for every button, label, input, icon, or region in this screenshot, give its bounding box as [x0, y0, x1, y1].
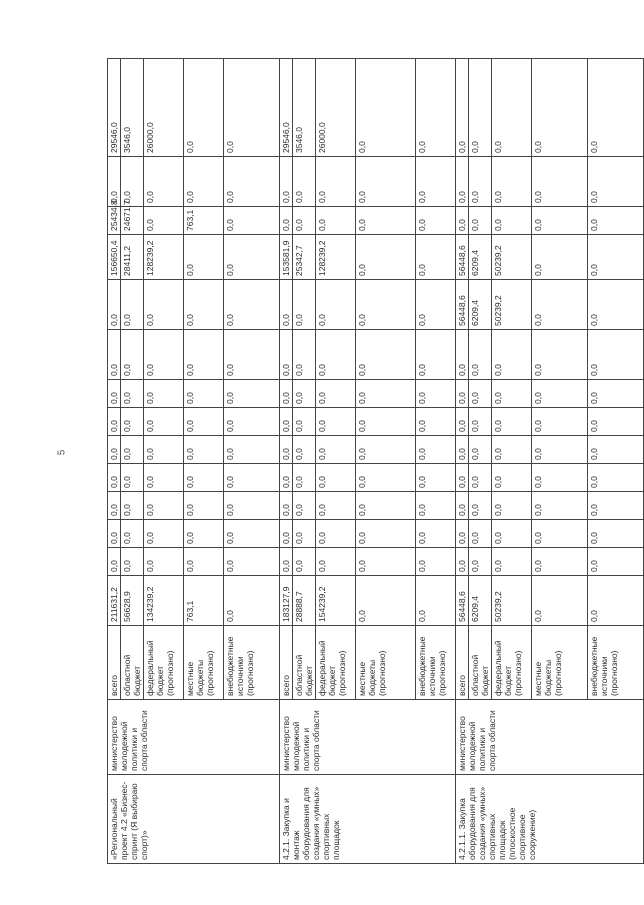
- value-cell: 0,0: [532, 436, 588, 464]
- value-cell: 28411,2: [121, 235, 144, 280]
- value-cell: 0,0: [184, 492, 224, 520]
- funding-source-cell: федеральный бюджет (прогнозно): [316, 626, 356, 700]
- value-cell: 0,0: [316, 492, 356, 520]
- event-name-cell: 4.2.1.1. Закупка оборудования для создания «умных» спортивных площадок (плоскостное спортивное сооружение): [456, 775, 644, 864]
- value-cell: 3546,0: [293, 59, 316, 157]
- funding-source-cell: всего: [280, 626, 293, 700]
- funding-source-cell: внебюджетные источники (прогнозно): [416, 626, 456, 700]
- value-cell: 0,0: [356, 436, 416, 464]
- value-cell: 28888,7: [293, 576, 316, 626]
- value-cell: 0,0: [588, 576, 644, 626]
- value-cell: 0,0: [108, 464, 121, 492]
- value-cell: 0,0: [588, 330, 644, 380]
- value-cell: 0,0: [588, 157, 644, 207]
- executor-cell: министерство молодежной политики и спорта области: [456, 700, 644, 775]
- value-cell: 0,0: [532, 408, 588, 436]
- value-cell: 0,0: [532, 548, 588, 576]
- value-cell: 763,1: [184, 576, 224, 626]
- value-cell: 0,0: [416, 235, 456, 280]
- value-cell: 0,0: [121, 548, 144, 576]
- value-cell: 0,0: [144, 464, 184, 492]
- value-cell: 0,0: [224, 492, 280, 520]
- value-cell: 0,0: [144, 157, 184, 207]
- value-cell: 0,0: [293, 520, 316, 548]
- value-cell: 0,0: [356, 59, 416, 157]
- value-cell: 0,0: [356, 280, 416, 330]
- value-cell: 0,0: [280, 548, 293, 576]
- value-cell: 6209,4: [469, 576, 492, 626]
- value-cell: 0,0: [492, 436, 532, 464]
- value-cell: 0,0: [588, 59, 644, 157]
- value-cell: 0,0: [356, 235, 416, 280]
- value-cell: 0,0: [456, 59, 469, 157]
- value-cell: 183127,9: [280, 576, 293, 626]
- value-cell: 0,0: [456, 157, 469, 207]
- value-cell: 0,0: [293, 436, 316, 464]
- value-cell: 0,0: [416, 548, 456, 576]
- value-cell: 0,0: [184, 330, 224, 380]
- value-cell: 0,0: [144, 436, 184, 464]
- value-cell: 0,0: [224, 436, 280, 464]
- value-cell: 0,0: [469, 408, 492, 436]
- value-cell: 0,0: [280, 330, 293, 380]
- value-cell: 6209,4: [469, 280, 492, 330]
- value-cell: 0,0: [108, 380, 121, 408]
- value-cell: 0,0: [280, 492, 293, 520]
- value-cell: 25342,7: [293, 235, 316, 280]
- value-cell: 0,0: [492, 330, 532, 380]
- value-cell: 0,0: [316, 280, 356, 330]
- executor-cell: министерство молодежной политики и спорта области: [280, 700, 456, 775]
- value-cell: 0,0: [532, 59, 588, 157]
- rotated-table-area: [107, 58, 619, 864]
- page-number: 5: [56, 449, 68, 456]
- value-cell: 0,0: [492, 380, 532, 408]
- value-cell: 0,0: [293, 408, 316, 436]
- value-cell: 0,0: [121, 436, 144, 464]
- value-cell: 0,0: [316, 464, 356, 492]
- value-cell: 0,0: [184, 408, 224, 436]
- value-cell: 0,0: [588, 408, 644, 436]
- value-cell: 0,0: [469, 330, 492, 380]
- value-cell: 0,0: [121, 330, 144, 380]
- value-cell: 0,0: [108, 520, 121, 548]
- value-cell: 0,0: [416, 157, 456, 207]
- value-cell: 0,0: [316, 207, 356, 235]
- value-cell: 0,0: [456, 408, 469, 436]
- value-cell: 0,0: [144, 330, 184, 380]
- value-cell: 0,0: [144, 280, 184, 330]
- value-cell: 0,0: [144, 380, 184, 408]
- value-cell: 0,0: [224, 59, 280, 157]
- value-cell: 0,0: [121, 380, 144, 408]
- value-cell: 0,0: [184, 436, 224, 464]
- value-cell: 56448,6: [456, 280, 469, 330]
- value-cell: 0,0: [356, 330, 416, 380]
- value-cell: 0,0: [316, 408, 356, 436]
- funding-source-cell: всего: [456, 626, 469, 700]
- value-cell: 0,0: [224, 330, 280, 380]
- value-cell: 0,0: [416, 408, 456, 436]
- value-cell: 0,0: [184, 464, 224, 492]
- value-cell: 0,0: [356, 408, 416, 436]
- value-cell: 0,0: [588, 235, 644, 280]
- value-cell: 0,0: [416, 436, 456, 464]
- value-cell: 0,0: [280, 520, 293, 548]
- value-cell: 0,0: [532, 380, 588, 408]
- value-cell: 0,0: [416, 520, 456, 548]
- value-cell: 0,0: [532, 157, 588, 207]
- event-name-cell: «Региональный проект 4.2 «Бизнес-спринт (Я выбираю спорт)»: [108, 775, 280, 864]
- funding-source-cell: областной бюджет: [469, 626, 492, 700]
- value-cell: 56448,6: [456, 235, 469, 280]
- funding-source-cell: федеральный бюджет (прогнозно): [144, 626, 184, 700]
- value-cell: 56448,6: [456, 576, 469, 626]
- value-cell: 0,0: [492, 59, 532, 157]
- value-cell: 0,0: [224, 548, 280, 576]
- value-cell: 0,0: [108, 548, 121, 576]
- value-cell: 0,0: [224, 464, 280, 492]
- value-cell: 0,0: [588, 548, 644, 576]
- value-cell: 0,0: [588, 520, 644, 548]
- value-cell: 0,0: [121, 520, 144, 548]
- value-cell: 0,0: [416, 464, 456, 492]
- value-cell: 0,0: [469, 380, 492, 408]
- value-cell: 0,0: [356, 380, 416, 408]
- value-cell: 0,0: [316, 330, 356, 380]
- value-cell: 0,0: [492, 492, 532, 520]
- value-cell: 0,0: [224, 235, 280, 280]
- value-cell: 0,0: [469, 548, 492, 576]
- value-cell: 0,0: [293, 157, 316, 207]
- value-cell: 0,0: [356, 520, 416, 548]
- value-cell: 6209,4: [469, 235, 492, 280]
- value-cell: 0,0: [416, 330, 456, 380]
- value-cell: 0,0: [184, 157, 224, 207]
- budget-table: [107, 58, 644, 864]
- value-cell: 0,0: [456, 380, 469, 408]
- value-cell: 156650,4: [108, 235, 121, 280]
- value-cell: 0,0: [224, 520, 280, 548]
- value-cell: 0,0: [316, 520, 356, 548]
- value-cell: 0,0: [144, 520, 184, 548]
- value-cell: 3546,0: [121, 59, 144, 157]
- value-cell: 0,0: [588, 464, 644, 492]
- value-cell: 0,0: [356, 157, 416, 207]
- funding-source-cell: областной бюджет: [121, 626, 144, 700]
- value-cell: 0,0: [144, 548, 184, 576]
- value-cell: 29546,0: [108, 59, 121, 157]
- funding-source-cell: всего: [108, 626, 121, 700]
- value-cell: 50239,2: [492, 235, 532, 280]
- value-cell: 0,0: [108, 436, 121, 464]
- value-cell: 50239,2: [492, 576, 532, 626]
- table-rotator: [107, 58, 619, 864]
- value-cell: 0,0: [108, 492, 121, 520]
- value-cell: 0,0: [456, 492, 469, 520]
- value-cell: 0,0: [121, 157, 144, 207]
- value-cell: 0,0: [280, 157, 293, 207]
- value-cell: 0,0: [532, 235, 588, 280]
- value-cell: 0,0: [293, 330, 316, 380]
- value-cell: 0,0: [293, 280, 316, 330]
- funding-source-cell: местные бюджеты (прогнозно): [356, 626, 416, 700]
- funding-source-cell: федеральный бюджет (прогнозно): [492, 626, 532, 700]
- value-cell: 0,0: [456, 464, 469, 492]
- value-cell: 0,0: [280, 280, 293, 330]
- value-cell: 128239,2: [316, 235, 356, 280]
- value-cell: 0,0: [280, 464, 293, 492]
- value-cell: 0,0: [469, 207, 492, 235]
- value-cell: 0,0: [469, 492, 492, 520]
- value-cell: 0,0: [416, 207, 456, 235]
- value-cell: 0,0: [121, 408, 144, 436]
- value-cell: 0,0: [588, 436, 644, 464]
- value-cell: 29546,0: [280, 59, 293, 157]
- value-cell: 0,0: [416, 280, 456, 330]
- value-cell: 0,0: [108, 157, 121, 207]
- value-cell: 0,0: [532, 330, 588, 380]
- value-cell: 0,0: [184, 235, 224, 280]
- value-cell: 0,0: [108, 330, 121, 380]
- value-cell: 0,0: [293, 207, 316, 235]
- value-cell: 0,0: [293, 464, 316, 492]
- value-cell: 0,0: [121, 280, 144, 330]
- funding-source-cell: внебюджетные источники (прогнозно): [588, 626, 644, 700]
- value-cell: 0,0: [469, 464, 492, 492]
- value-cell: 0,0: [532, 280, 588, 330]
- value-cell: 0,0: [588, 380, 644, 408]
- value-cell: 0,0: [293, 548, 316, 576]
- value-cell: 0,0: [224, 280, 280, 330]
- executor-cell: министерство молодежной политики и спорта области: [108, 700, 280, 775]
- value-cell: 0,0: [356, 548, 416, 576]
- budget-table-body: [108, 59, 644, 864]
- value-cell: 0,0: [184, 280, 224, 330]
- value-cell: 0,0: [316, 380, 356, 408]
- value-cell: 0,0: [469, 520, 492, 548]
- value-cell: 0,0: [280, 436, 293, 464]
- value-cell: 26000,0: [316, 59, 356, 157]
- value-cell: 153581,9: [280, 235, 293, 280]
- value-cell: 0,0: [456, 436, 469, 464]
- value-cell: 0,0: [184, 548, 224, 576]
- value-cell: 0,0: [456, 548, 469, 576]
- value-cell: 0,0: [492, 464, 532, 492]
- value-cell: 0,0: [356, 492, 416, 520]
- value-cell: 0,0: [184, 59, 224, 157]
- value-cell: 0,0: [224, 380, 280, 408]
- table-row: [108, 59, 121, 864]
- value-cell: 128239,2: [144, 235, 184, 280]
- value-cell: 0,0: [293, 492, 316, 520]
- value-cell: 24671,7: [121, 207, 144, 235]
- value-cell: 0,0: [416, 492, 456, 520]
- table-row: [280, 59, 293, 864]
- value-cell: 0,0: [144, 408, 184, 436]
- value-cell: 0,0: [224, 157, 280, 207]
- value-cell: 0,0: [316, 548, 356, 576]
- funding-source-cell: местные бюджеты (прогнозно): [184, 626, 224, 700]
- event-name-cell: 4.2.1. Закупка и монтаж оборудования для создания «умных» спортивных площадок: [280, 775, 456, 864]
- value-cell: 0,0: [108, 280, 121, 330]
- value-cell: 0,0: [416, 59, 456, 157]
- value-cell: 0,0: [532, 464, 588, 492]
- value-cell: 0,0: [280, 408, 293, 436]
- value-cell: 0,0: [356, 207, 416, 235]
- value-cell: 0,0: [356, 576, 416, 626]
- value-cell: 0,0: [492, 408, 532, 436]
- value-cell: 0,0: [144, 492, 184, 520]
- value-cell: 0,0: [532, 576, 588, 626]
- value-cell: 0,0: [184, 380, 224, 408]
- value-cell: 0,0: [532, 520, 588, 548]
- value-cell: 0,0: [144, 207, 184, 235]
- value-cell: 0,0: [416, 380, 456, 408]
- value-cell: 0,0: [108, 408, 121, 436]
- value-cell: 0,0: [588, 492, 644, 520]
- value-cell: 0,0: [492, 157, 532, 207]
- value-cell: 763,1: [184, 207, 224, 235]
- value-cell: 0,0: [588, 280, 644, 330]
- value-cell: 0,0: [532, 492, 588, 520]
- funding-source-cell: областной бюджет: [293, 626, 316, 700]
- value-cell: 0,0: [280, 380, 293, 408]
- value-cell: 0,0: [121, 464, 144, 492]
- table-row: [456, 59, 469, 864]
- funding-source-cell: местные бюджеты (прогнозно): [532, 626, 588, 700]
- value-cell: 0,0: [224, 576, 280, 626]
- value-cell: 0,0: [456, 330, 469, 380]
- value-cell: 0,0: [469, 157, 492, 207]
- value-cell: 0,0: [316, 436, 356, 464]
- value-cell: 0,0: [492, 207, 532, 235]
- funding-source-cell: внебюджетные источники (прогнозно): [224, 626, 280, 700]
- value-cell: 0,0: [532, 207, 588, 235]
- value-cell: 0,0: [469, 59, 492, 157]
- value-cell: 0,0: [456, 520, 469, 548]
- value-cell: 0,0: [121, 492, 144, 520]
- value-cell: 0,0: [316, 157, 356, 207]
- value-cell: 0,0: [280, 207, 293, 235]
- value-cell: 134239,2: [144, 576, 184, 626]
- value-cell: 0,0: [416, 576, 456, 626]
- value-cell: 0,0: [492, 520, 532, 548]
- value-cell: 0,0: [492, 548, 532, 576]
- value-cell: 0,0: [469, 436, 492, 464]
- value-cell: 211631,2: [108, 576, 121, 626]
- value-cell: 25434,8: [108, 207, 121, 235]
- value-cell: 56628,9: [121, 576, 144, 626]
- value-cell: 50239,2: [492, 280, 532, 330]
- value-cell: 0,0: [588, 207, 644, 235]
- value-cell: 0,0: [356, 464, 416, 492]
- value-cell: 0,0: [224, 207, 280, 235]
- value-cell: 154239,2: [316, 576, 356, 626]
- value-cell: 0,0: [293, 380, 316, 408]
- value-cell: 0,0: [184, 520, 224, 548]
- value-cell: 0,0: [224, 408, 280, 436]
- value-cell: 0,0: [456, 207, 469, 235]
- value-cell: 26000,0: [144, 59, 184, 157]
